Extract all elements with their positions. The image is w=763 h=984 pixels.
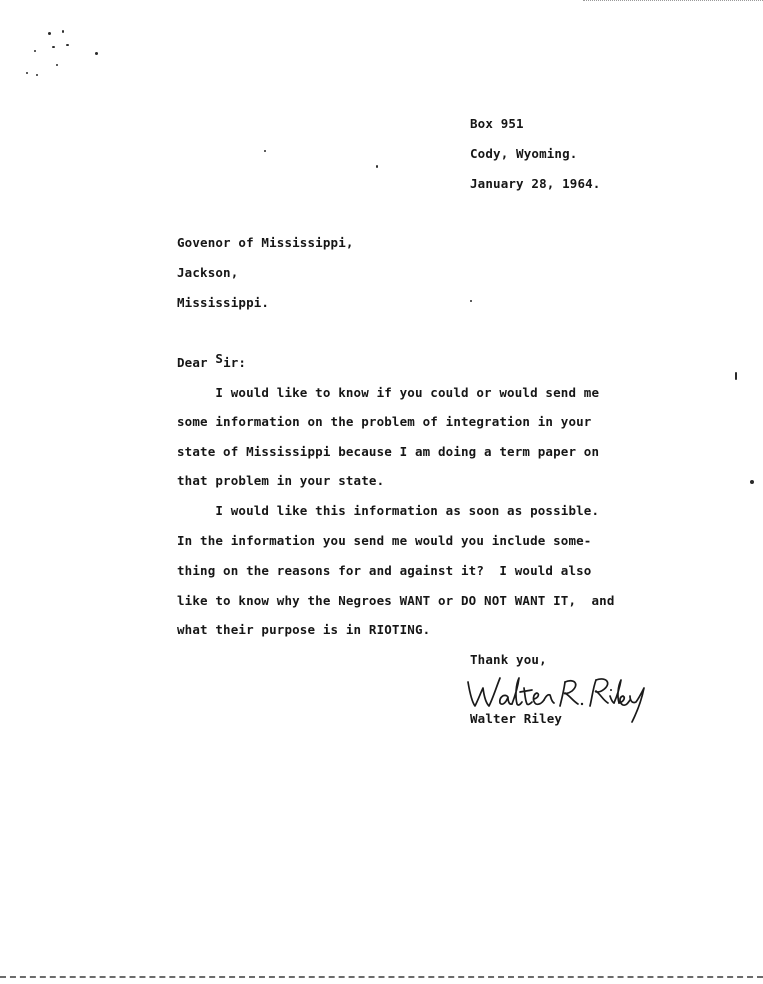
salutation-raised-letter: S bbox=[215, 351, 224, 366]
body-line: what their purpose is in RIOTING. bbox=[177, 622, 431, 637]
body-line: like to know why the Negroes WANT or DO NOT WANT IT, and bbox=[177, 593, 615, 608]
body-line: some information on the problem of integration in your bbox=[177, 414, 592, 429]
recipient-line2: Jackson, bbox=[177, 265, 239, 280]
salutation-suffix: ir: bbox=[223, 355, 247, 370]
recipient-line1: Govenor of Mississippi, bbox=[177, 235, 354, 250]
scan-edge-bottom bbox=[0, 976, 763, 978]
body-line: I would like this information as soon as possible. bbox=[177, 503, 600, 518]
salutation-prefix: Dear bbox=[177, 355, 216, 370]
salutation bbox=[177, 351, 247, 371]
body-line: that problem in your state. bbox=[177, 473, 385, 488]
recipient-line3: Mississippi. bbox=[177, 295, 270, 310]
body-line: I would like to know if you could or would send me bbox=[177, 385, 600, 400]
body-line: thing on the reasons for and against it? I would also bbox=[177, 563, 592, 578]
scan-edge-top bbox=[583, 0, 763, 1]
body-line: state of Mississippi because I am doing a term paper on bbox=[177, 444, 600, 459]
typed-signature-name: Walter Riley bbox=[470, 711, 563, 726]
letter-date: January 28, 1964. bbox=[470, 176, 601, 191]
body-line: In the information you send me would you include some- bbox=[177, 533, 592, 548]
sender-address-line2: Cody, Wyoming. bbox=[470, 146, 578, 161]
closing: Thank you, bbox=[470, 652, 547, 667]
sender-address-line1: Box 951 bbox=[470, 116, 524, 131]
